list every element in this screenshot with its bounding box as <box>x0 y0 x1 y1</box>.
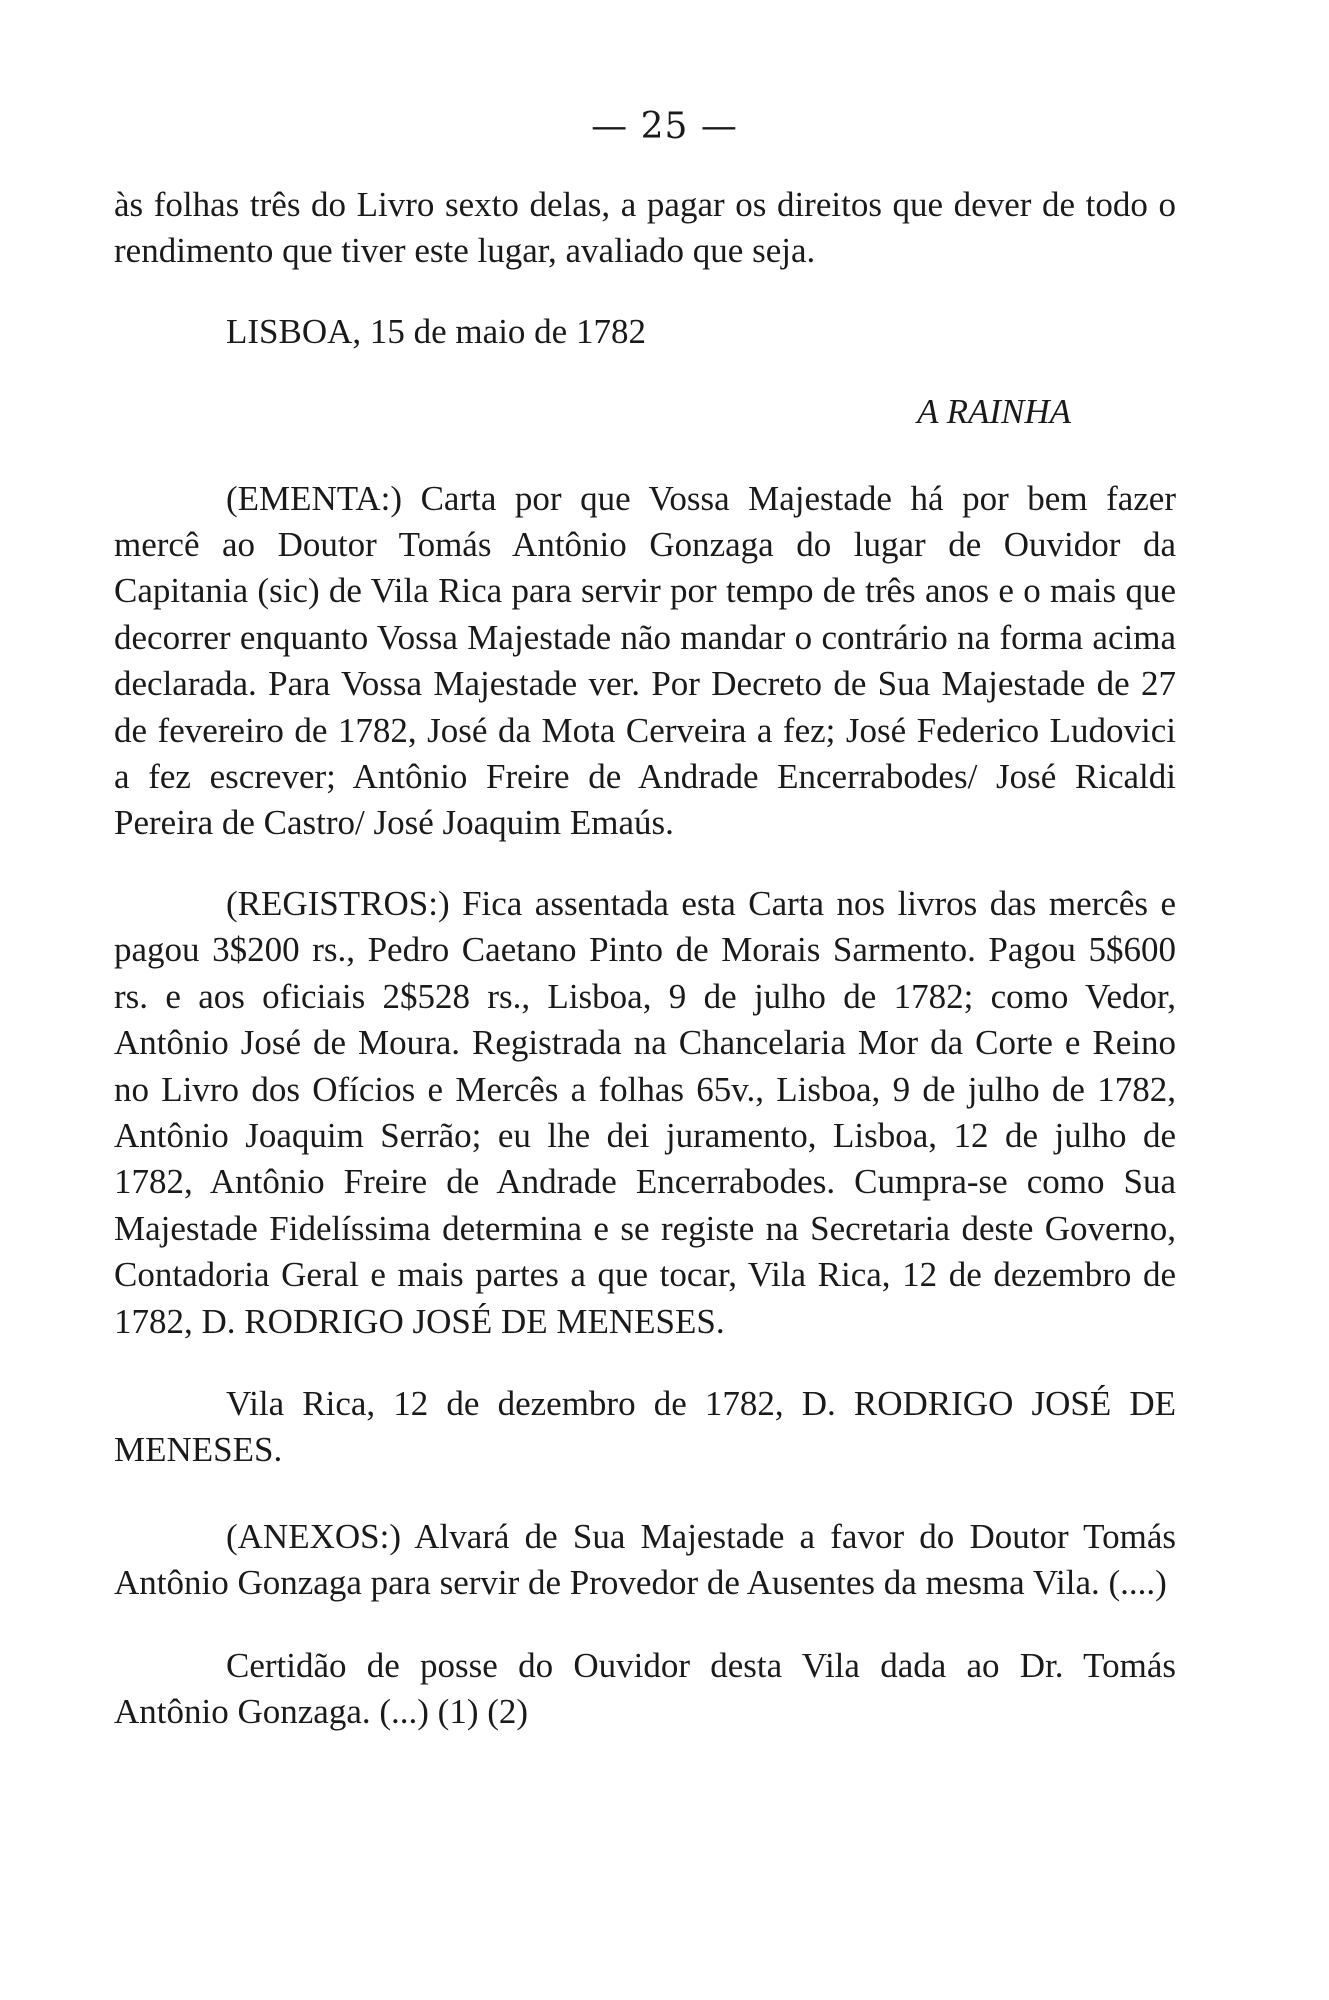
opening-paragraph: às folhas três do Livro sexto delas, a pagar os direitos que dever de todo o rendimento que tiver este lugar, avaliado que seja. <box>114 185 1176 271</box>
document-body <box>114 182 1176 1735</box>
signature: A RAINHA <box>917 392 1071 432</box>
anexos-paragraph: (ANEXOS:) Alvará de Sua Majestade a favor do Doutor Tomás Antônio Gonzaga para servir de Provedor de Ausentes da mesma Vila. (....) <box>114 1516 1176 1603</box>
page-number: — 25 — <box>591 106 738 147</box>
registros-paragraph: (REGISTROS:) Fica assentada esta Carta nos livros das mercês e pagou 3$200 rs., Pedro Caetano Pinto de Morais Sarmento. Pagou 5$600 rs. e aos oficiais 2$528 rs., Lisboa, 9 de julho de 1782; como Vedor, Antônio José de Moura. Registrada na Chancelaria Mor da Corte e Reino no Livro dos Ofícios e Mercês a folhas 65v., Lisboa, 9 de julho de 1782, Antônio Joaquim Serrão; eu lhe dei juramento, Lisboa, 12 de julho de 1782, Antônio Freire de Andrade Encerrabodes. Cumpra-se como Sua Majestade Fidelíssima determina e se registe na Secretaria deste Governo, Contadoria Geral e mais partes a que tocar, Vila Rica, 12 de dezembro de 1782, D. RODRIGO JOSÉ DE MENESES. <box>114 883 1176 1341</box>
place-date: LISBOA, 15 de maio de 1782 <box>226 311 646 351</box>
ementa-paragraph: (EMENTA:) Carta por que Vossa Majestade há por bem fazer mercê ao Doutor Tomás Antônio Gonzaga do lugar de Ouvidor da Capitania (sic) de Vila Rica para servir por tempo de três anos e o mais que decorrer enquanto Vossa Majestade não mandar o contrário na forma acima declarada. Para Vossa Majestade ver. Por Decreto de Sua Majestade de 27 de fevereiro de 1782, José da Mota Cerveira a fez; José Federico Ludovici a fez escrever; Antônio Freire de Andrade Encerrabodes/ José Ricaldi Pereira de Castro/ José Joaquim Emaús. <box>114 478 1176 843</box>
vila-rica-paragraph: Vila Rica, 12 de dezembro de 1782, D. RODRIGO JOSÉ DE MENESES. <box>114 1383 1176 1470</box>
certidao-paragraph: Certidão de posse do Ouvidor desta Vila dada ao Dr. Tomás Antônio Gonzaga. (...) (1) (2) <box>114 1645 1176 1731</box>
